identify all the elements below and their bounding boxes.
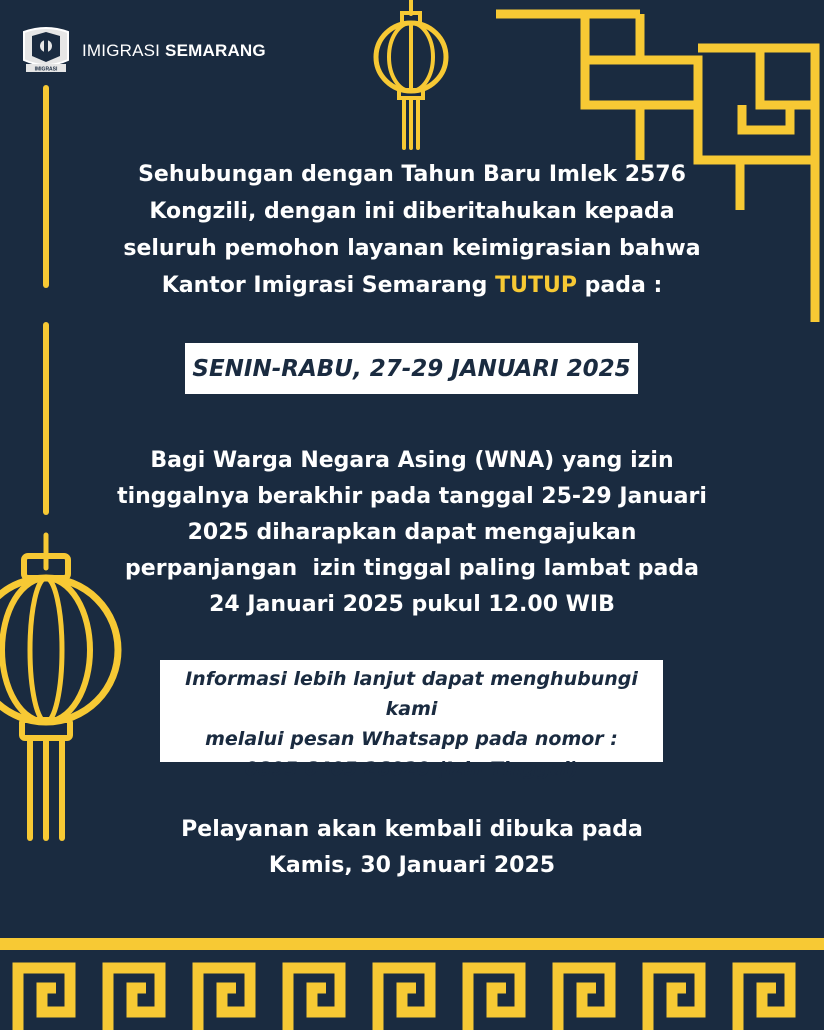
immigration-emblem-icon [18,26,74,76]
wna-notice-line: 2025 diharapkan dapat mengajukan [187,520,637,545]
brand-name [82,41,266,61]
announcement-prefix: Kantor Imigrasi Semarang [161,273,496,298]
contact-info-box [160,660,663,780]
contact-info-line: melalui pesan Whatsapp pada nomor : [205,728,618,750]
reopening-line: Pelayanan akan kembali dibuka pada [181,817,643,842]
closure-dates: SENIN-RABU, 27-29 JANUARI 2025 [192,355,631,382]
announcement-suffix: pada : [576,273,663,298]
closure-dates-box [185,343,638,394]
reopening-notice [0,812,824,884]
wna-notice [0,443,824,623]
brand-name-light: IMIGRASI [82,41,161,60]
reopening-date: Kamis, 30 Januari 2025 [268,853,556,878]
header-logo [18,26,266,76]
announcement-line: Kongzili, dengan ini diberitahukan kepada [149,199,675,224]
announcement-last-line [0,267,824,304]
brand-name-bold: SEMARANG [165,41,266,60]
wna-notice-line: Bagi Warga Negara Asing (WNA) yang izin [150,448,674,473]
bottom-border-pattern [0,938,824,1030]
small-lantern-icon [376,0,446,148]
logo-banner-text: IMIGRASI [34,66,58,73]
announcement-line: Sehubungan dengan Tahun Baru Imlek 2576 [138,162,686,187]
announcement-line: seluruh pemohon layanan keimigrasian bahwa [123,236,701,261]
contact-info-line: Informasi lebih lanjut dapat menghubungi kami [185,668,638,720]
wna-notice-line: 24 Januari 2025 pukul 12.00 WIB [209,592,615,617]
closure-announcement [0,156,824,304]
whatsapp-number: 0895 6405 26020 (Izin Tinggal) [244,758,579,780]
wna-notice-line: perpanjangan izin tinggal paling lambat pada [125,556,699,581]
wna-notice-line: tinggalnya berakhir pada tanggal 25-29 Januari [117,484,707,509]
closed-highlight: TUTUP [495,273,577,298]
